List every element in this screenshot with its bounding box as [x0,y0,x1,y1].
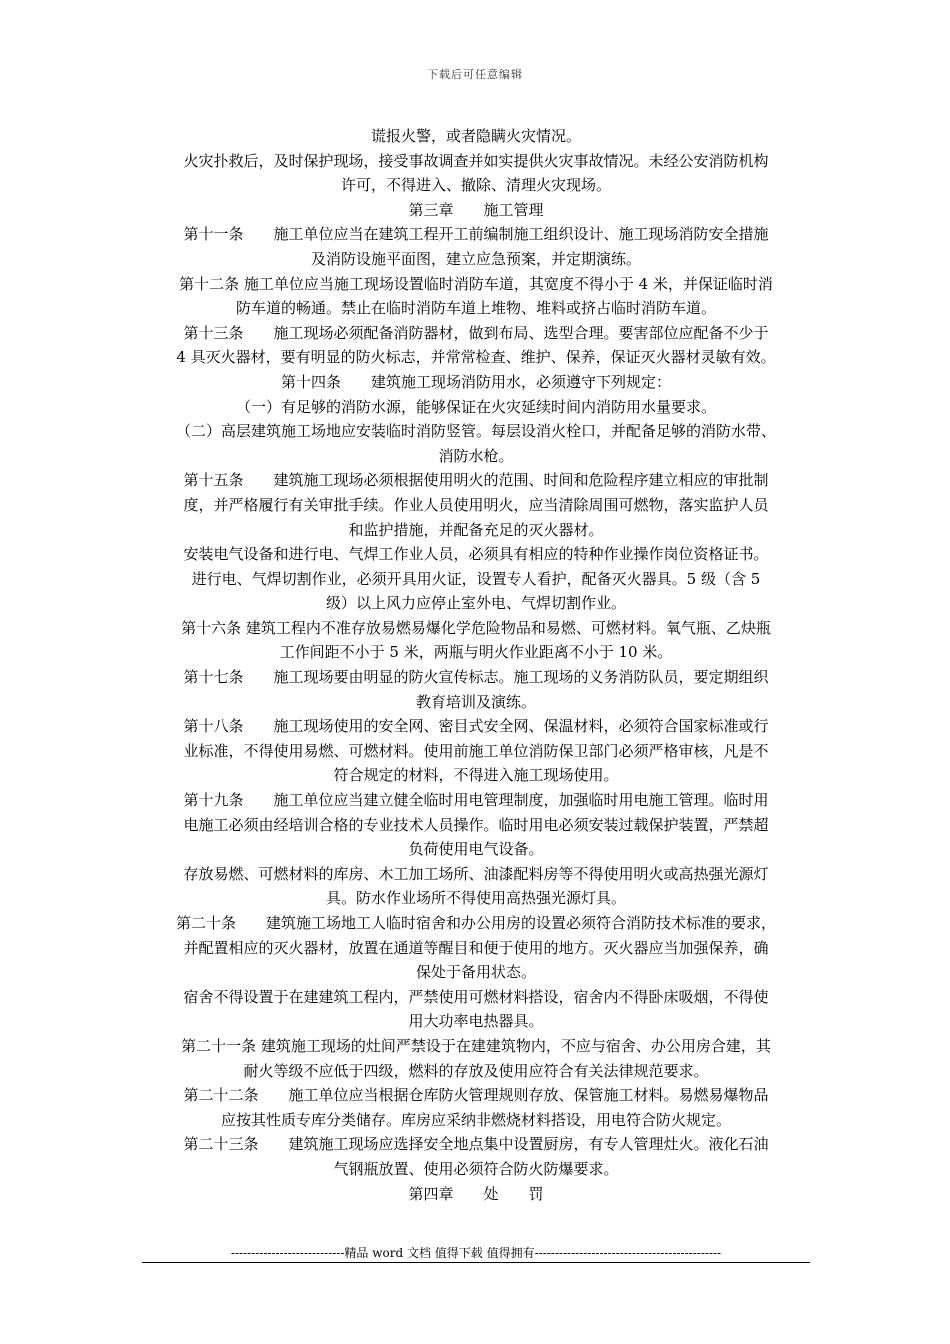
paragraph-line: 进行电、气焊切割作业，必须开具用火证，设置专人看护，配备灭火器具。5 级（含 5 [191,569,761,588]
paragraph-line: 工作间距不小于 5 米，两瓶与明火作业距离不小于 10 米。 [279,643,673,662]
paragraph-line: 许可，不得进入、撤除、清理火灾现场。 [340,176,611,195]
paragraph-line: 用大功率电热器具。 [408,1012,544,1031]
paragraph-line: 业标准，不得使用易燃、可燃材料。使用前施工单位消防保卫部门必须严格审核，凡是不 [183,741,769,760]
paragraph-line: 4 具灭火器材，要有明显的防火标志，并常常检查、维护、保养，保证灭火器材灵敏有效。 [176,348,776,367]
paragraph-line: 第三章 施工管理 [408,200,544,219]
footer-divider [142,1262,810,1263]
paragraph-line: 存放易燃、可燃材料的库房、木工加工场所、油漆配料房等不得使用明火或高热强光源灯 [183,864,769,883]
paragraph-line: 火灾扑救后，及时保护现场，接受事故调查并如实提供火灾事故情况。未经公安消防机构 [183,151,769,170]
paragraph-line: 电施工必须由经培训合格的专业技术人员操作。临时用电必须安装过载保护装置，严禁超 [183,815,769,834]
paragraph-line: 安装电气设备和进行电、气焊工作业人员，必须具有相应的特种作业操作岗位资格证书。 [183,545,769,564]
paragraph-line: 级）以上风力应停止室外电、气焊切割作业。 [325,594,626,613]
paragraph-line: 谎报火警，或者隐瞒火灾情况。 [370,127,581,145]
paragraph-line: 第十一条 施工单位应当在建筑工程开工前编制施工组织设计、施工现场消防安全措施 [183,225,769,244]
paragraph-line: 宿舍不得设置于在建建筑工程内，严禁使用可燃材料搭设，宿舍内不得卧床吸烟，不得使 [183,987,769,1006]
paragraph-line: 符合规定的材料，不得进入施工现场使用。 [333,766,619,785]
paragraph-line: 保处于备用状态。 [415,963,536,982]
paragraph-line: 第二十一条 建筑施工现场的灶间严禁设于在建建筑物内，不应与宿舍、办公用房合建，其 [181,1036,771,1055]
paragraph-line: 并配置相应的灭火器材，放置在通道等醒目和便于使用的地方。灭火器应当加强保养，确 [183,938,769,957]
paragraph-line: 耐火等级不应低于四级，燃料的存放及使用应符合有关法律规范要求。 [243,1061,709,1080]
paragraph-line: 第十三条 施工现场必须配备消防器材，做到布局、选型合理。要害部位应配备不少于 [183,323,769,342]
paragraph-line: 第十六条 建筑工程内不准存放易燃易爆化学危险物品和易燃、可燃材料。氧气瓶、乙炔瓶 [181,618,771,637]
paragraph-line: （二）高层建筑施工场地应安装临时消防竖管。每层设消火栓口，并配备足够的消防水带、 [175,422,776,441]
paragraph-line: 第十四条 建筑施工现场消防用水，必须遵守下列规定： [280,372,671,391]
paragraph-line: 第四章 处 罚 [408,1184,544,1203]
paragraph-line: 第十七条 施工现场要由明显的防火宣传标志。施工现场的义务消防队员，要定期组织 [183,668,769,687]
paragraph-line: 气钢瓶放置、使用必须符合防火防爆要求。 [333,1159,619,1178]
paragraph-line: 第十二条 施工单位应当施工现场设置临时消防车道，其宽度不得小于 4 米，并保证临时消 [179,274,773,293]
paragraph-line: 第十五条 建筑施工现场必须根据使用明火的范围、时间和危险程序建立相应的审批制 [183,471,769,490]
paragraph-line: 教育培训及演练。 [415,692,536,711]
paragraph-line: （一）有足够的消防水源，能够保证在火灾延续时间内消防用水量要求。 [235,397,716,416]
paragraph-line: 第十八条 施工现场使用的安全网、密目式安全网、保温材料，必须符合国家标准或行 [183,717,769,736]
paragraph-line: 第二十条 建筑施工场地工人临时宿舍和办公用房的设置必须符合消防技术标准的要求， [175,914,776,932]
paragraph-line: 第二十二条 施工单位应当根据仓库防火管理规则存放、保管施工材料。易燃易爆物品 [183,1086,769,1105]
paragraph-line: 和监护措施，并配备充足的灭火器材。 [348,520,604,539]
paragraph-line: 具。防水作业场所不得使用高热强光源灯具。 [325,889,626,908]
paragraph-line: 消防水枪。 [438,446,514,465]
paragraph-line: 第二十三条 建筑施工现场应选择安全地点集中设置厨房，有专人管理灶火。液化石油 [183,1135,769,1154]
document-body [142,124,810,1206]
paragraph-line: 及消防设施平面图，建立应急预案，并定期演练。 [310,249,641,268]
paragraph-line: 负荷使用电气设备。 [408,840,544,859]
page-header: 下载后可任意编辑 [427,68,523,81]
paragraph-line: 度，并严格履行有关审批手续。作业人员使用明火，应当清除周围可燃物，落实监护人员 [183,495,769,514]
page-footer: ----------------------------精品 word 文档 值得下载 值得拥有---------------------------------------------- [230,1246,722,1260]
paragraph-line: 第十九条 施工单位应当建立健全临时用电管理制度，加强临时用电施工管理。临时用 [183,791,769,810]
paragraph-line: 防车道的畅通。禁止在临时消防车道上堆物、堆料或挤占临时消防车道。 [235,299,716,318]
paragraph-line: 应按其性质专库分类储存。库房应采纳非燃烧材料搭设，用电符合防火规定。 [220,1110,731,1129]
